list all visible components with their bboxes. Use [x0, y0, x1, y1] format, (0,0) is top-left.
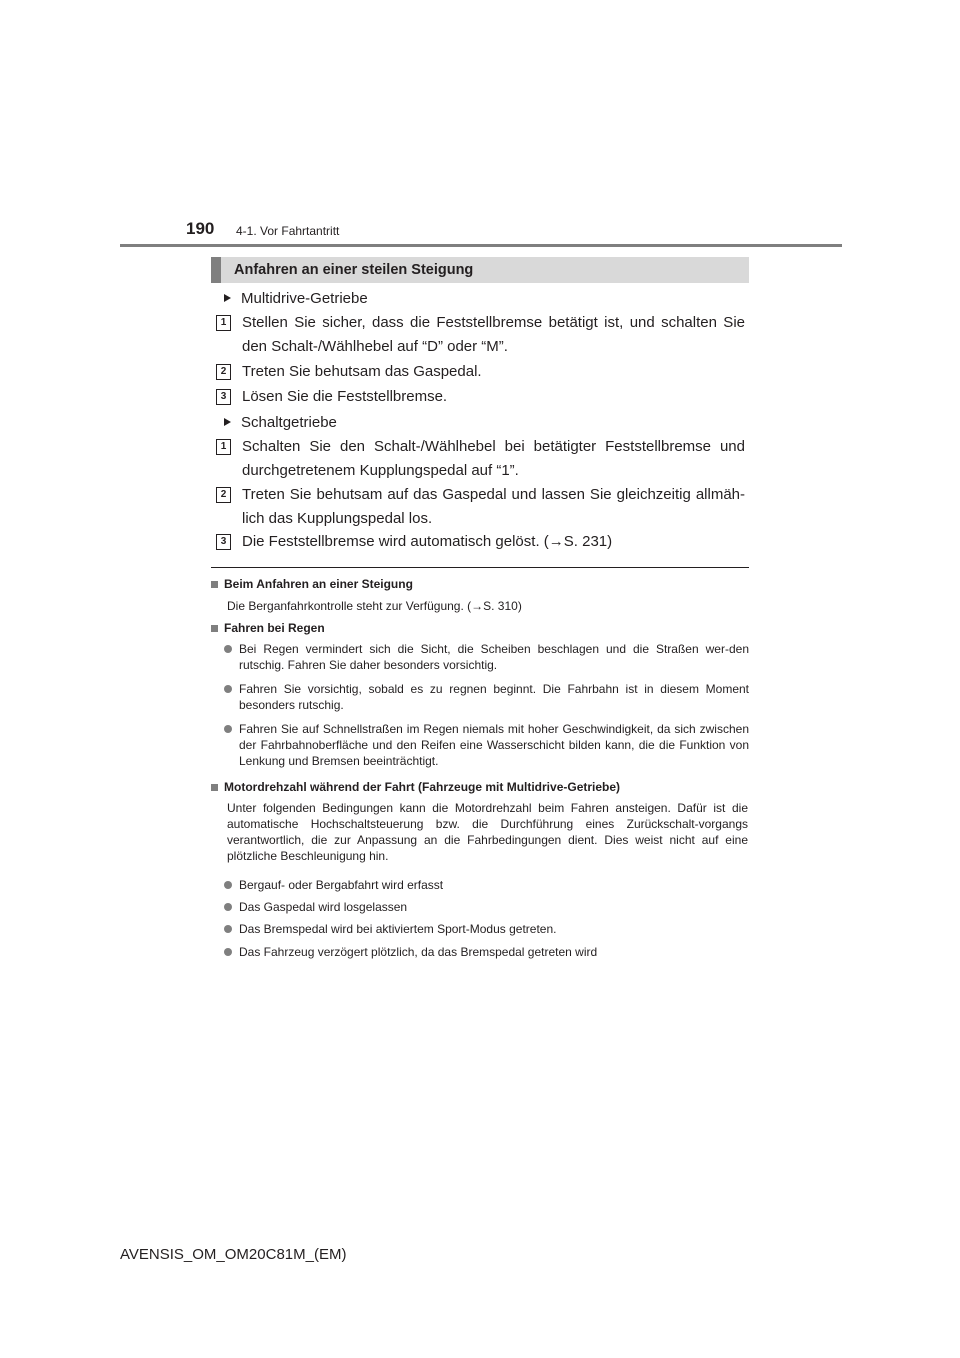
bullet-text: Das Gaspedal wird losgelassen	[239, 900, 408, 914]
triangle-bullet-icon	[224, 294, 231, 302]
bullet-item	[224, 877, 749, 893]
circle-bullet-icon	[224, 725, 232, 733]
footer-document-code: AVENSIS_OM_OM20C81M_(EM)	[120, 1246, 347, 1263]
square-bullet-icon	[211, 784, 218, 791]
section-separator	[211, 567, 749, 568]
step-text: Die Feststellbremse wird automatisch gelöst. (→S. 231)	[242, 533, 613, 550]
step-number-box: 1	[216, 315, 231, 331]
bullet-item	[224, 944, 749, 960]
note-title	[211, 577, 413, 591]
note-text: Die Berganfahrkontrolle steht zur Verfügung. (→S. 310)	[227, 599, 522, 613]
note-title-text: Beim Anfahren an einer Steigung	[224, 577, 413, 591]
step-text: Schalten Sie den Schalt-/Wählhebel bei betätigter Feststellbremse und durchgetretenem Kupplungspedal auf “1”.	[242, 438, 745, 479]
circle-bullet-icon	[224, 903, 232, 911]
bullet-text: Bei Regen vermindert sich die Sicht, die Scheiben beschlagen und die Straßen wer-den rutschig. Fahren Sie daher besonders vorsichtig.	[239, 642, 749, 672]
step-number-box: 3	[216, 389, 231, 405]
note-title	[211, 621, 325, 635]
circle-bullet-icon	[224, 925, 232, 933]
step-number-box: 3	[216, 534, 231, 550]
bullet-text: Das Fahrzeug verzögert plötzlich, da das Bremspedal getreten wird	[239, 945, 598, 959]
section-title-bar: Anfahren an einer steilen Steigung	[211, 257, 749, 283]
circle-bullet-icon	[224, 645, 232, 653]
step-text: Stellen Sie sicher, dass die Feststellbremse betätigt ist, und schalten Sie den Schalt-/Wählhebel auf “D” oder “M”.	[242, 314, 745, 355]
step-text: Treten Sie behutsam das Gaspedal.	[242, 363, 482, 380]
step-number-box: 1	[216, 439, 231, 455]
bullet-item	[224, 721, 749, 769]
step-number-box: 2	[216, 364, 231, 380]
circle-bullet-icon	[224, 881, 232, 889]
bullet-text: Das Bremspedal wird bei aktiviertem Sport-Modus getreten.	[239, 922, 557, 936]
square-bullet-icon	[211, 625, 218, 632]
triangle-bullet-icon	[224, 418, 231, 426]
page-number: 190	[186, 219, 215, 238]
header-rule	[120, 244, 842, 247]
group-label-multidrive	[224, 290, 368, 307]
note-text: Unter folgenden Bedingungen kann die Motordrehzahl beim Fahren ansteigen. Dafür ist die automatische Hochschaltsteuerung bzw. die Durchführung eines Zurückschalt-vorgangs verantwortlich, die zur Anpassung an die Fahrbedingungen dient. Dies weist nicht auf eine plötzliche Beschleunigung hin.	[227, 801, 748, 863]
bullet-text: Bergauf- oder Bergabfahrt wird erfasst	[239, 878, 444, 892]
group-label-manual	[224, 414, 337, 431]
note-title-text: Motordrehzahl während der Fahrt (Fahrzeuge mit Multidrive-Getriebe)	[224, 780, 621, 794]
square-bullet-icon	[211, 581, 218, 588]
section-reference: 4-1. Vor Fahrtantritt	[236, 224, 340, 238]
bullet-item	[224, 681, 749, 713]
bullet-item	[224, 921, 749, 937]
step-text: Treten Sie behutsam auf das Gaspedal und lassen Sie gleichzeitig allmäh-lich das Kupplungspedal los.	[242, 486, 745, 527]
bullet-text: Fahren Sie auf Schnellstraßen im Regen niemals mit hoher Geschwindigkeit, da sich zwischen der Fahrbahnoberfläche und den Reifen eine Wasserschicht bilden kann, die die Funktion von Lenkung und Bremsen beeinträchtigt.	[239, 722, 749, 768]
group-label-text: Multidrive-Getriebe	[241, 290, 368, 307]
circle-bullet-icon	[224, 685, 232, 693]
step-text: Lösen Sie die Feststellbremse.	[242, 388, 448, 405]
group-label-text: Schaltgetriebe	[241, 414, 337, 431]
step-number-box: 2	[216, 487, 231, 503]
note-title	[211, 780, 620, 794]
bullet-item	[224, 899, 749, 915]
circle-bullet-icon	[224, 948, 232, 956]
note-title-text: Fahren bei Regen	[224, 621, 325, 635]
bullet-item	[224, 641, 749, 673]
bullet-text: Fahren Sie vorsichtig, sobald es zu regnen beginnt. Die Fahrbahn ist in diesem Moment besonders rutschig.	[239, 682, 749, 712]
